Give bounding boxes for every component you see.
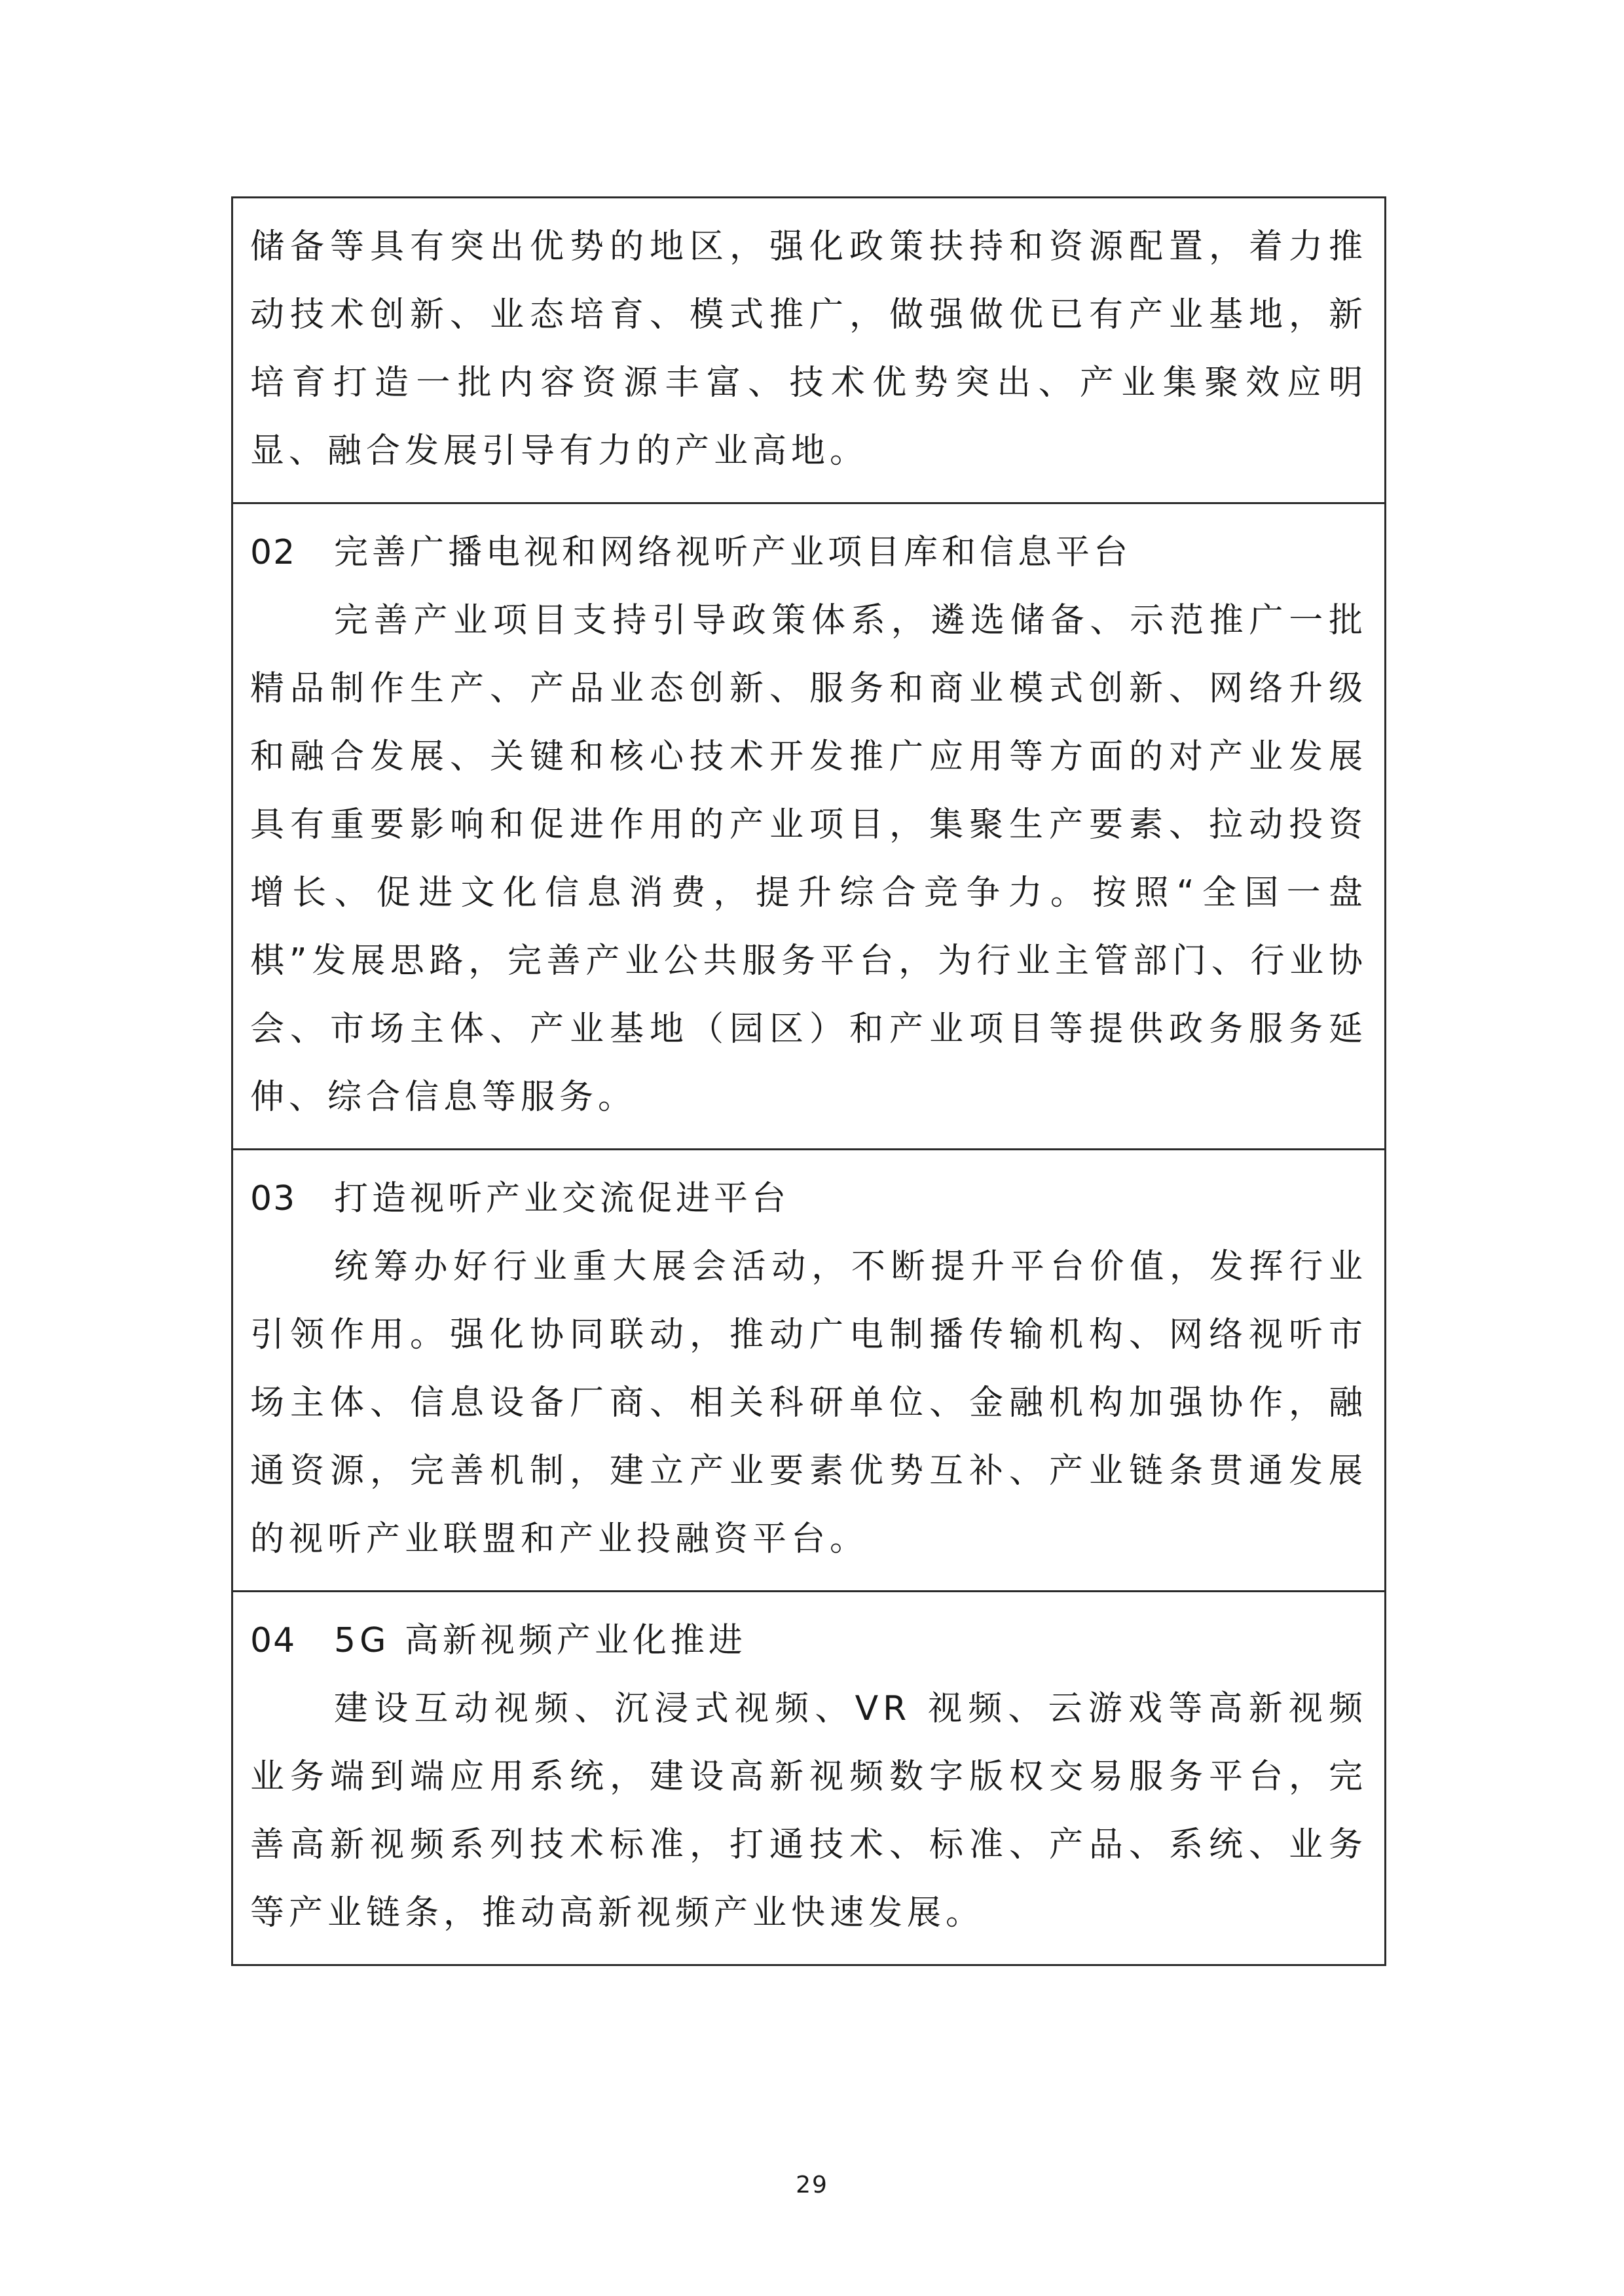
section-title: 完善广播电视和网络视听产业项目库和信息平台 — [334, 533, 1132, 572]
section-body: 储备等具有突出优势的地区，强化政策扶持和资源配置，着力推动技术创新、业态培育、模式推广，做强做优已有产业基地，新培育打造一批内容资源丰富、技术优势突出、产业集聚效应明显、融合发展引导有力的产业高地。 — [250, 227, 1367, 471]
page-number: 29 — [796, 2172, 828, 2198]
section-continued — [231, 196, 1386, 504]
section-04 — [231, 1592, 1386, 1966]
section-number: 04 — [250, 1621, 297, 1660]
section-body: 完善产业项目支持引导政策体系，遴选储备、示范推广一批精品制作生产、产品业态创新、服务和商业模式创新、网络升级和融合发展、关键和核心技术开发推广应用等方面的对产业发展具有重要影响和促进作用的产业项目，集聚生产要素、拉动投资增长、促进文化信息消费，提升综合竞争力。按照“全国一盘棋”发展思路，完善产业公共服务平台，为行业主管部门、行业协会、市场主体、产业基地（园区）和产业项目等提供政务服务延伸、综合信息等服务。 — [250, 601, 1367, 1117]
section-body: 统筹办好行业重大展会活动，不断提升平台价值，发挥行业引领作用。强化协同联动，推动广电制播传输机构、网络视听市场主体、信息设备厂商、相关科研单位、金融机构加强协作，融通资源，完善机制，建立产业要素优势互补、产业链条贯通发展的视听产业联盟和产业投融资平台。 — [250, 1247, 1367, 1559]
section-title: 打造视听产业交流促进平台 — [334, 1179, 790, 1218]
section-heading — [250, 519, 1367, 587]
section-number: 02 — [250, 533, 297, 572]
section-heading — [250, 1165, 1367, 1233]
section-title: 5G 高新视频产业化推进 — [334, 1621, 747, 1660]
section-number: 03 — [250, 1179, 297, 1218]
section-02 — [231, 504, 1386, 1150]
section-heading — [250, 1607, 1367, 1675]
initiatives-box — [231, 196, 1386, 1966]
section-03 — [231, 1150, 1386, 1592]
section-body: 建设互动视频、沉浸式视频、VR 视频、云游戏等高新视频业务端到端应用系统，建设高新视频数字版权交易服务平台，完善高新视频系列技术标准，打通技术、标准、产品、系统、业务等产业链条，推动高新视频产业快速发展。 — [250, 1689, 1367, 1933]
